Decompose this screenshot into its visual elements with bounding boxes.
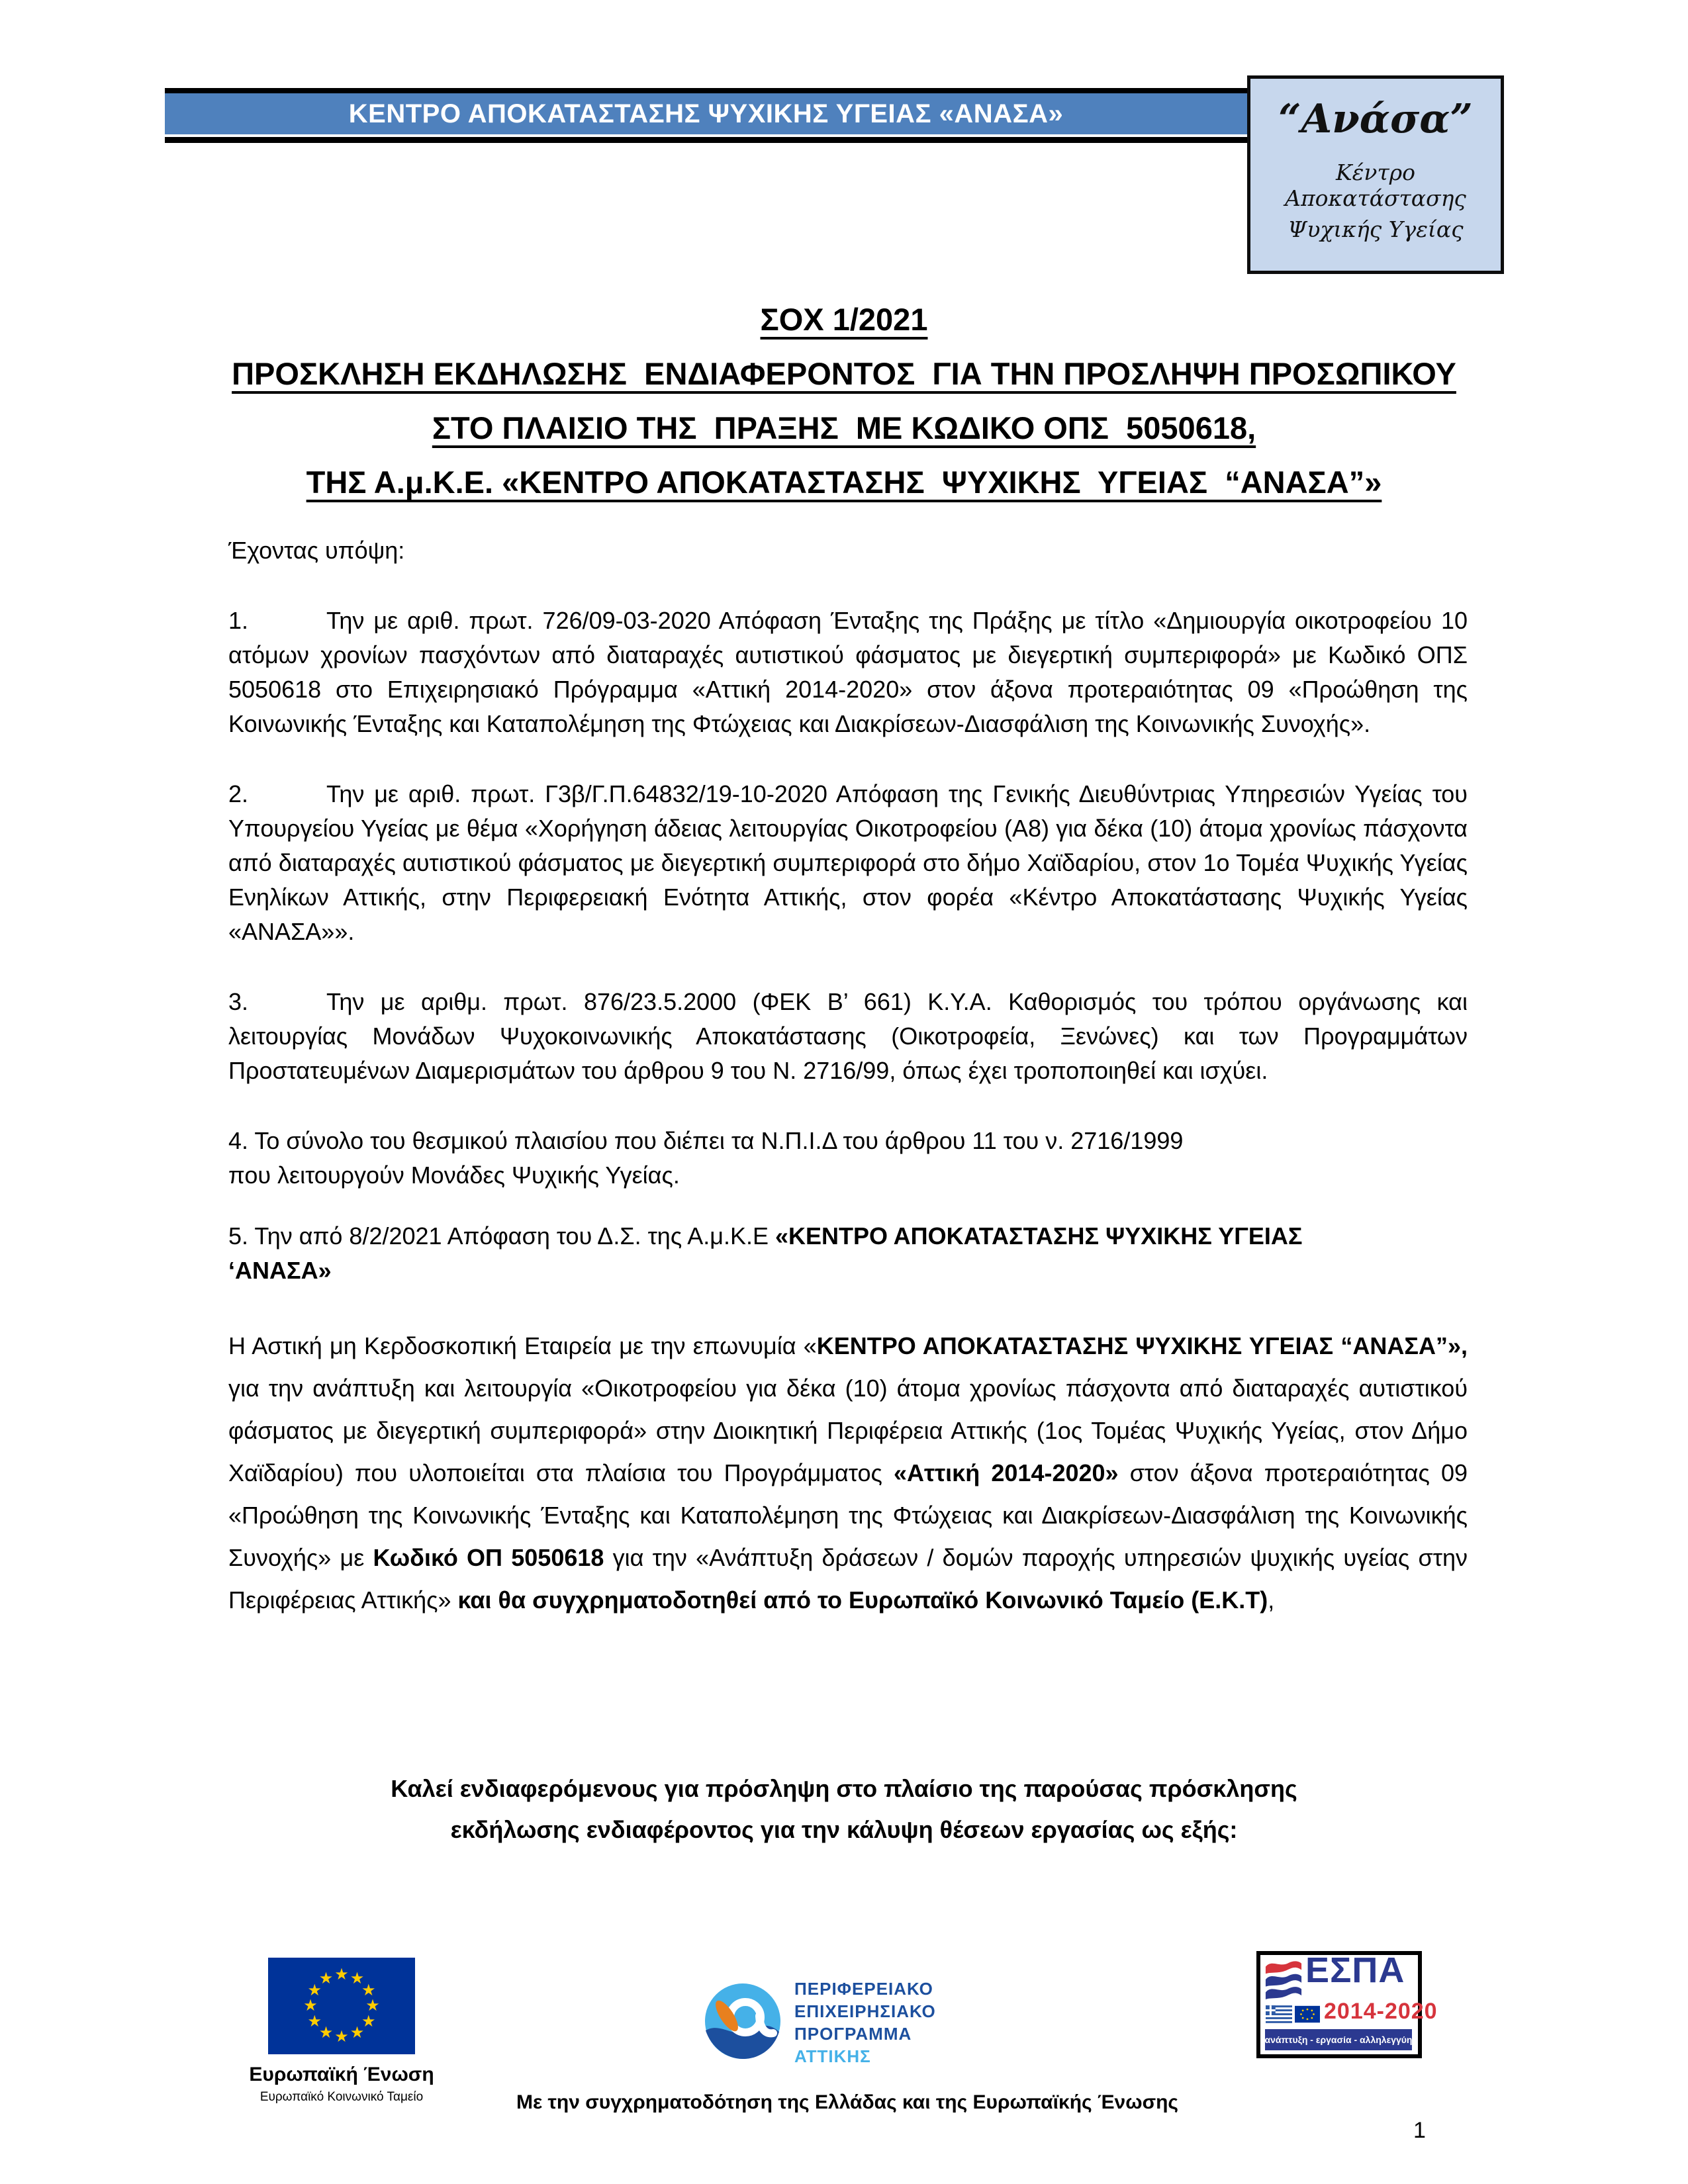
eu-mini-flag-icon bbox=[1295, 2005, 1320, 2023]
pep-line-2: ΕΠΙΧΕΙΡΗΣΙΑΚΟ bbox=[794, 2001, 936, 2021]
title-line-3: ΣΤΟ ΠΛΑΙΣΙΟ ΤΗΣ ΠΡΑΞΗΣ ΜΕ ΚΩΔΙΚΟ ΟΠΣ 5050618, bbox=[432, 410, 1256, 445]
pep-line-4: ΑΤΤΙΚΗΣ bbox=[794, 2046, 871, 2066]
paragraph-1 bbox=[228, 604, 1468, 741]
eu-flag-icon bbox=[268, 1958, 415, 2054]
cofinancing-note: Με την συγχρηματοδότηση της Ελλάδας και της Ευρωπαϊκής Ένωσης bbox=[516, 2091, 1179, 2113]
eu-star-icon: ★ bbox=[365, 1997, 380, 2015]
header-banner bbox=[165, 93, 1247, 134]
title-line-1: ΣΟΧ 1/2021 bbox=[760, 302, 928, 337]
org-logo-subtitle-1: Κέντρο Αποκατάστασης bbox=[1285, 159, 1466, 211]
pep-line-3: ΠΡΟΓΡΑΜΜΑ bbox=[794, 2024, 912, 2044]
eu-star-icon: ★ bbox=[350, 1970, 365, 1988]
paragraph-1-text: Την με αριθ. πρωτ. 726/09-03-2020 Απόφαση Ένταξης της Πράξης με τίτλο «Δημιουργία οικοτροφείου 10 ατόμων χρονίων πασχόντων από διαταραχές αυτιστικού φάσματος με διεγερτική συμπεριφορά» με Κωδικό ΟΠΣ 5050618 στο Επιχειρησιακό Πρόγραμμα «Αττική 2014-2020» στον άξονα προτεραιότητας 09 «Προώθηση της Κοινωνικής Ένταξης και Καταπολέμηση της Φτώχειας και Διακρίσεων-Διασφάλιση της Κοινωνικής Συνοχής». bbox=[228, 607, 1468, 737]
document-body bbox=[228, 533, 1468, 1621]
title-line-2: ΠΡΟΣΚΛΗΣΗ ΕΚΔΗΛΩΣΗΣ ΕΝΔΙΑΦΕΡΟΝΤΟΣ ΓΙΑ ΤΗΝ ΠΡΟΣΛΗΨΗ ΠΡΟΣΩΠΙΚΟΥ bbox=[232, 356, 1456, 391]
eu-label: Ευρωπαϊκή Ένωση bbox=[249, 2064, 434, 2085]
eu-star-icon: ★ bbox=[307, 1981, 322, 1999]
eu-star-icon: ★ bbox=[334, 1966, 349, 1983]
eu-star-icon: ★ bbox=[307, 2012, 322, 2030]
espa-motto: ανάπτυξη - εργασία - αλληλεγγύη bbox=[1265, 2029, 1412, 2050]
pep-line-1: ΠΕΡΙΦΕΡΕΙΑΚΟ bbox=[794, 1979, 933, 1999]
paragraph-3-number: 3. bbox=[228, 988, 249, 1015]
eu-star-icon: ★ bbox=[334, 2028, 349, 2046]
eu-star-icon: ★ bbox=[361, 2012, 376, 2030]
paragraph-2 bbox=[228, 777, 1468, 949]
espa-years: 2014-2020 bbox=[1324, 1999, 1438, 2024]
paragraph-1-number: 1. bbox=[228, 607, 249, 634]
eu-star-icon: ★ bbox=[318, 2023, 334, 2042]
eu-fund-label: Ευρωπαϊκό Κοινωνικό Ταμείο bbox=[259, 2090, 424, 2104]
eu-flag-logo bbox=[229, 1958, 454, 2105]
paragraph-4: 4. Το σύνολο του θεσμικού πλαισίου που διέπει τα Ν.Π.Ι.Δ του άρθρου 11 του ν. 2716/1999 που λειτουργούν Μονάδες Ψυχικής Υγείας. bbox=[228, 1127, 1184, 1189]
paragraph-2-text: Την με αριθ. πρωτ. Γ3β/Γ.Π.64832/19-10-2020 Απόφαση της Γενικής Διευθύντριας Υπηρεσιών Υγείας του Υπουργείου Υγείας με θέμα «Χορήγηση άδειας λειτουργίας Οικοτροφείου (Α8) για δέκα (10) άτομα χρονίως πάσχοντα από διαταραχές αυτιστικού φάσματος με διεγερτική συμπεριφορά στο δήμο Χαϊδαρίου, στον 1ο Τομέα Ψυχικής Υγείας Ενηλίκων Αττικής, στην Περιφερειακή Ενότητα Αττικής, στον φορέα «Κέντρο Αποκατάστασης Ψυχικής Υγείας «ΑΝΑΣΑ»». bbox=[228, 780, 1468, 945]
paragraph-2-number: 2. bbox=[228, 780, 249, 807]
header-rule-top bbox=[165, 88, 1247, 93]
espa-title: ΕΣΠΑ bbox=[1305, 1950, 1405, 1990]
eu-star-icon: ★ bbox=[361, 1981, 376, 1999]
eu-star-icon: ★ bbox=[350, 2023, 365, 2042]
greek-flag-icon bbox=[1266, 2005, 1292, 2023]
paragraph-5: 5. Την από 8/2/2021 Απόφαση του Δ.Σ. της Α.μ.Κ.Ε «ΚΕΝΤΡΟ ΑΠΟΚΑΤΑΣΤΑΣΗΣ ΨΥΧΙΚΗΣ ΥΓΕΙΑΣ ‘ΑΝΑΣΑ» bbox=[228, 1222, 1303, 1284]
eu-star-icon: ★ bbox=[318, 1970, 334, 1988]
espa-logo bbox=[1256, 1950, 1438, 2058]
header-rule-bottom bbox=[165, 137, 1247, 143]
pep-attiki-icon bbox=[703, 1981, 782, 2061]
eu-star-icon: ★ bbox=[303, 1997, 318, 2015]
paragraph-3-text: Την με αριθμ. πρωτ. 876/23.5.2000 (ΦΕΚ Β’ 661) Κ.Υ.Α. Καθορισμός του τρόπου οργάνωσης και λειτουργίας Μονάδων Ψυχοκοινωνικής Αποκατάστασης (Οικοτροφεία, Ξενώνες) και των Προγραμμάτων Προστατευμένων Διαμερισμάτων του άρθρου 9 του Ν. 2716/99, όπως έχει τροποποιηθεί και ισχύει. bbox=[228, 988, 1468, 1084]
intro-line: Έχοντας υπόψη: bbox=[228, 537, 405, 564]
paragraph-3 bbox=[228, 985, 1468, 1088]
org-logo-box bbox=[1247, 75, 1504, 274]
org-logo-subtitle-2: Ψυχικής Υγείας bbox=[1288, 216, 1464, 242]
document-title bbox=[0, 293, 1688, 510]
call-to-apply: Καλεί ενδιαφερόμενους για πρόσληψη στο πλαίσιο της παρούσας πρόσκλησης εκδήλωσης ενδιαφέροντος για την κάλυψη θέσεων εργασίας ως εξής: bbox=[391, 1775, 1297, 1843]
page-number: 1 bbox=[1413, 2118, 1426, 2143]
pep-attiki-text bbox=[794, 1978, 936, 2068]
header-banner-text: ΚΕΝΤΡΟ ΑΠΟΚΑΤΑΣΤΑΣΗΣ ΨΥΧΙΚΗΣ ΥΓΕΙΑΣ «ΑΝΑΣΑ» bbox=[348, 99, 1064, 128]
paragraph-main: Η Αστική μη Κερδοσκοπική Εταιρεία με την επωνυμία «ΚΕΝΤΡΟ ΑΠΟΚΑΤΑΣΤΑΣΗΣ ΨΥΧΙΚΗΣ ΥΓΕΙΑΣ “ΑΝΑΣΑ”», για την ανάπτυξη και λειτουργία «Οικοτροφείου για δέκα (10) άτομα χρονίως πάσχοντα από διαταραχές αυτιστικού φάσματος με διεγερτική συμπεριφορά» στην Διοικητική Περιφέρεια Αττικής (1ος Τομέας Ψυχικής Υγείας, στον Δήμο Χαϊδαρίου) που υλοποιείται στα πλαίσια του Προγράμματος «Αττική 2014-2020» στον άξονα προτεραιότητας 09 «Προώθηση της Κοινωνικής Ένταξης και Καταπολέμηση της Φτώχειας και Διακρίσεων-Διασφάλιση της Κοινωνικής Συνοχής» με Κωδικό ΟΠ 5050618 για την «Ανάπτυξη δράσεων / δομών παροχής υπηρεσιών ψυχικής υγείας στην Περιφέρειας Αττικής» και θα συγχρηματοδοτηθεί από το Ευρωπαϊκό Κοινωνικό Ταμείο (Ε.Κ.Τ), bbox=[228, 1332, 1468, 1614]
org-logo-title: “Ανάσα” bbox=[1278, 96, 1473, 142]
title-line-4: ΤΗΣ Α.μ.Κ.Ε. «ΚΕΝΤΡΟ ΑΠΟΚΑΤΑΣΤΑΣΗΣ ΨΥΧΙΚΗΣ ΥΓΕΙΑΣ “ΑΝΑΣΑ”» bbox=[306, 465, 1382, 500]
espa-waves-icon bbox=[1264, 1958, 1303, 2001]
